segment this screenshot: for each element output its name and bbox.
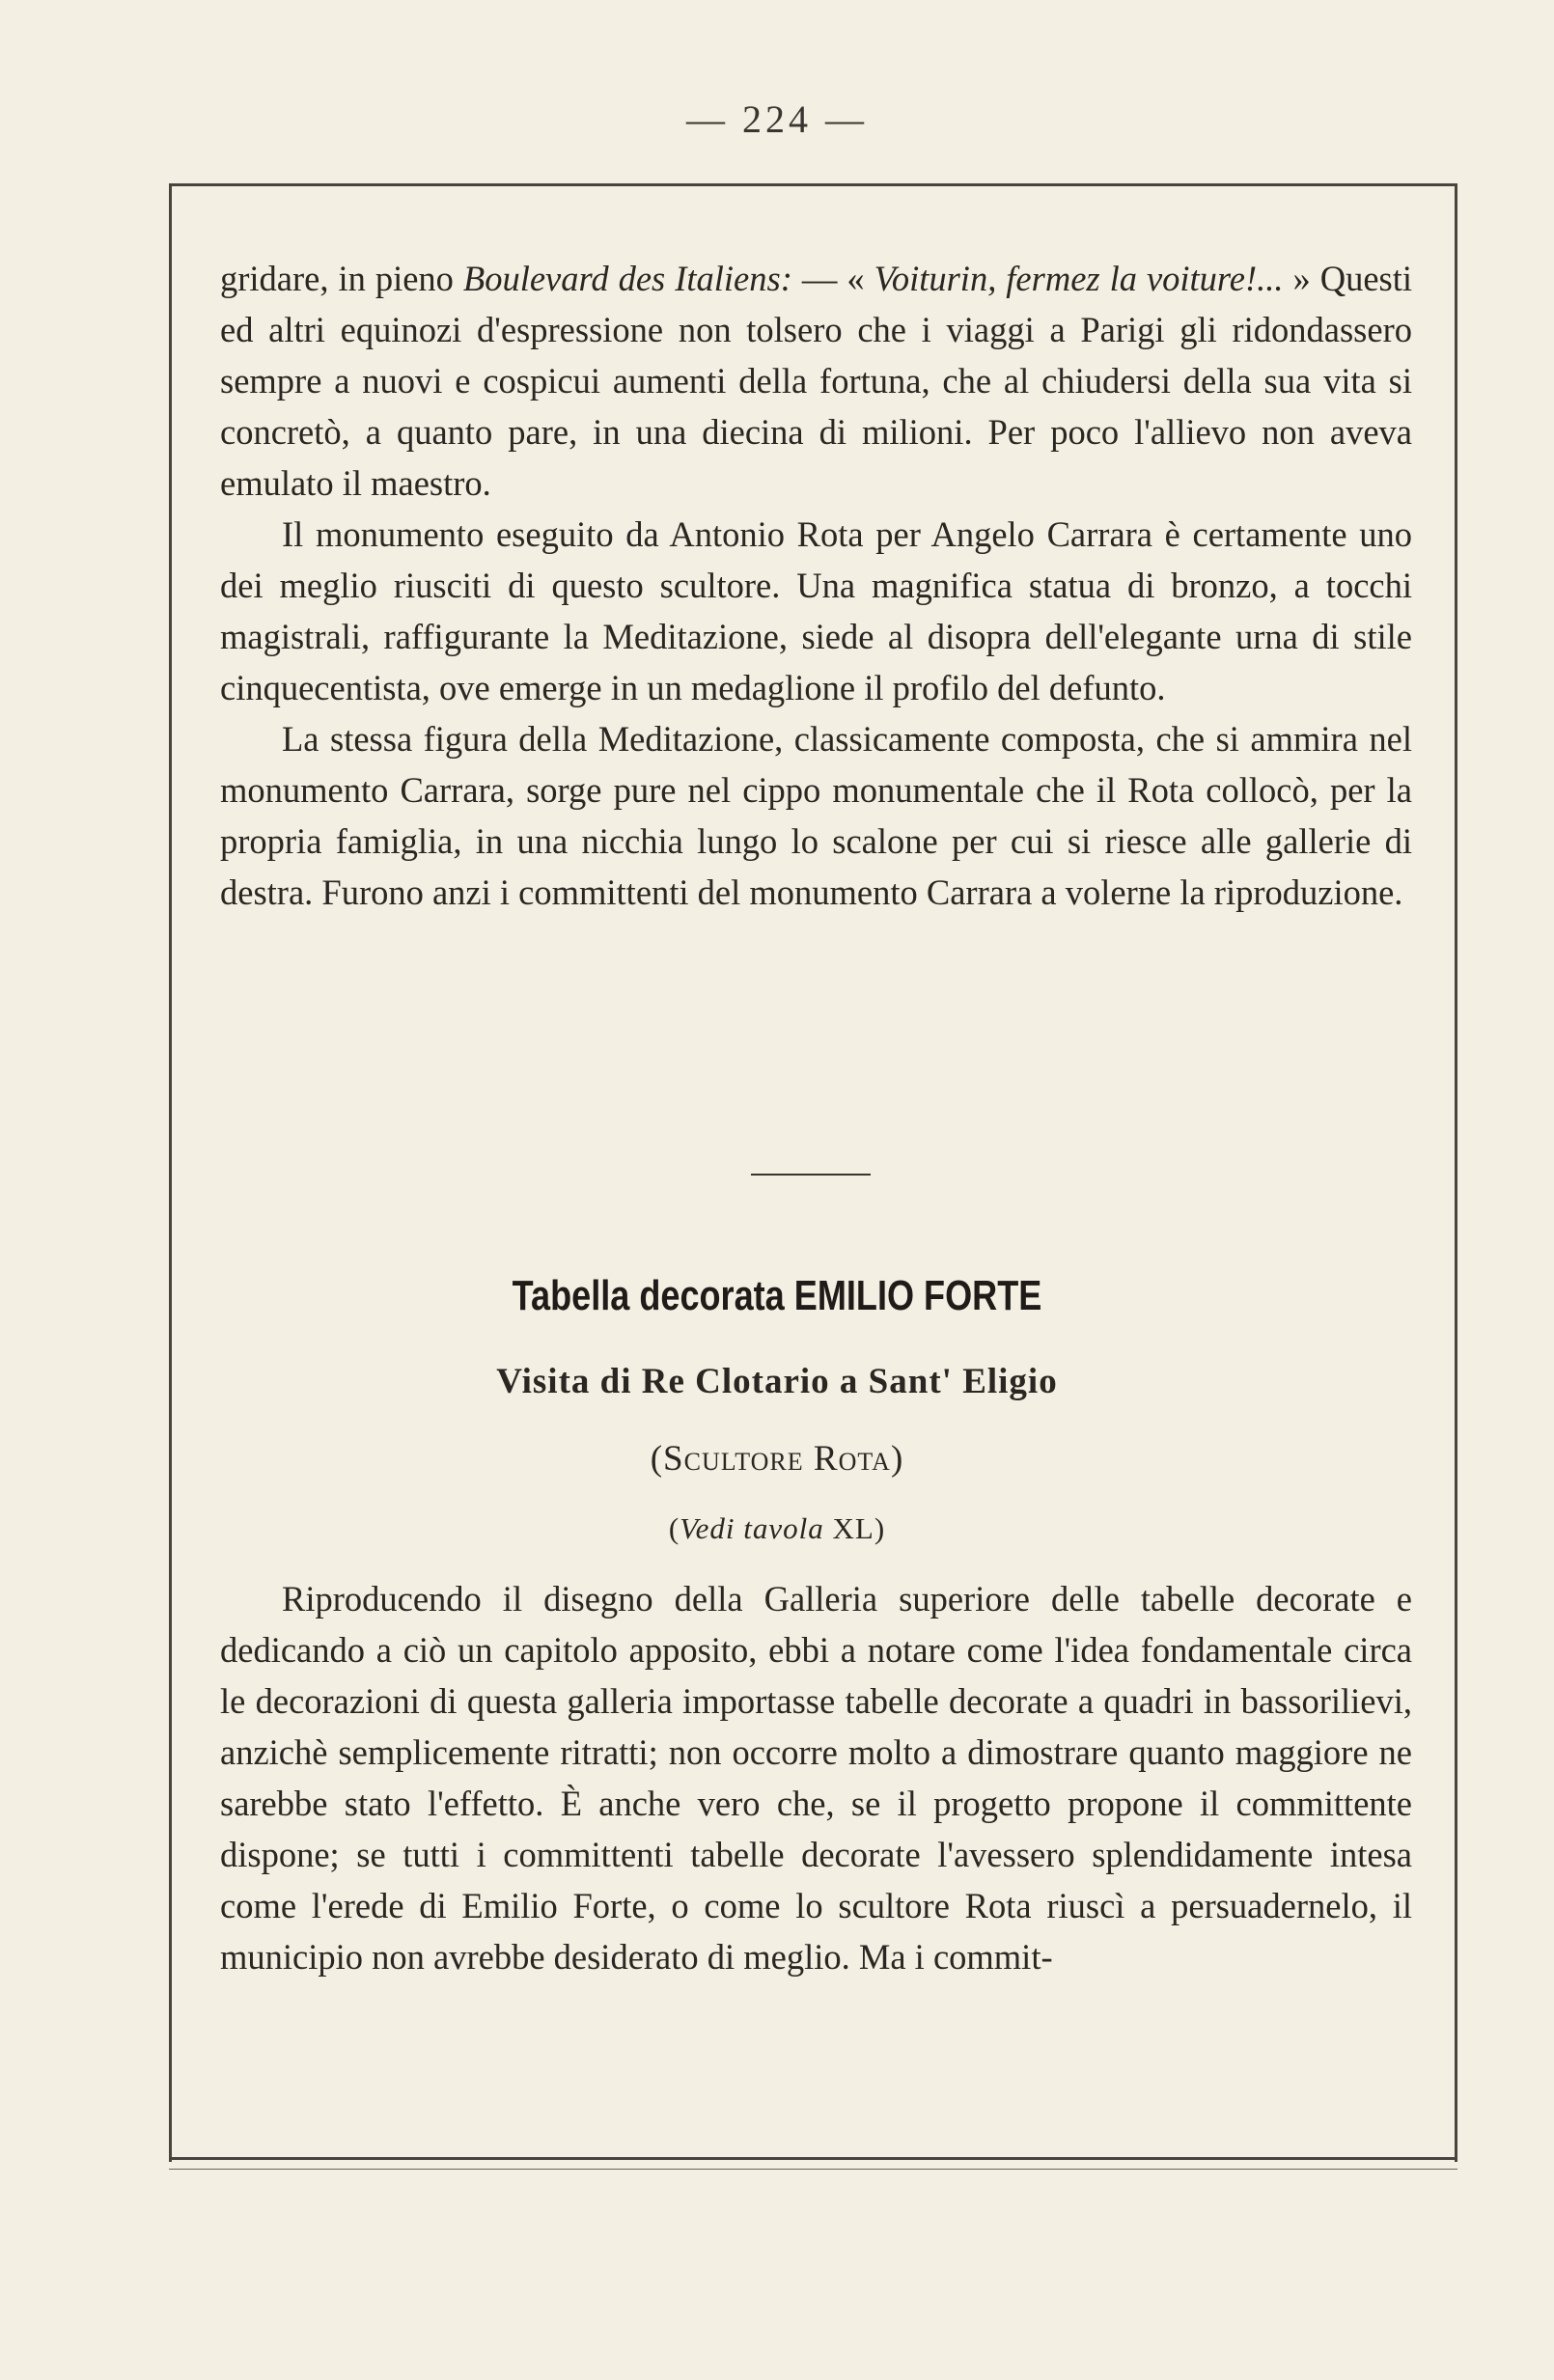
paragraph [220,253,1412,509]
bottom-rule-thin [169,2169,1457,2170]
bottom-rule [169,2157,1457,2160]
text-run: Riproducendo il disegno della Galleria superiore delle tabelle decorate e dedicando a ciò un capitolo apposito, ebbi a notare come l'idea fondamentale circa le decorazioni di questa galleria importasse tabelle decorate a quadri in bassorilievi, anzichè semplicemente ritratti; non occorre molto a dimostrare quanto maggiore ne sarebbe stato l'effetto. È anche vero che, se il progetto propone il committente dispone; se tutti i committenti tabelle decorate l'avessero splendidamente intesa come l'erede di Emilio Forte, o come lo scultore Rota riuscì a persuadernelo, il municipio non avrebbe desiderato di meglio. Ma i commit- [220,1579,1412,1977]
sculptor-credit: (Scultore Rota) [650,1439,904,1479]
text-run: gridare, in pieno [220,259,463,298]
section-heading: Tabella decorata EMILIO FORTE [512,1272,1042,1319]
plate-reference-number: XL) [823,1511,886,1545]
page-number: — 224 — [686,97,868,141]
italic-text: Voiturin, fermez la voiture!... [874,259,1284,298]
section-subheading: Visita di Re Clotario a Sant' Eligio [496,1362,1058,1401]
paragraph [220,713,1412,918]
paragraph [220,1573,1412,1982]
plate-reference-open: ( [668,1511,680,1545]
paragraph [220,509,1412,713]
section-divider [751,1174,871,1176]
plate-reference-italic: Vedi tavola [680,1511,824,1545]
body-text-top [220,253,1412,918]
body-text-bottom [220,1573,1412,1982]
text-run: » Questi ed altri equinozi d'espressione non tolsero che i viaggi a Parigi gli ridondassero sempre a nuovi e cospicui aumenti della fortuna, che al chiudersi della sua vita si concretò, a quanto pare, in una diecina di milioni. Per poco l'allievo non aveva emulato il maestro. [220,259,1413,503]
plate-reference [0,1511,1554,1546]
italic-text: Boulevard des Italiens: [462,259,792,298]
text-run: — « [791,259,874,298]
text-run: La stessa figura della Meditazione, classicamente composta, che si ammira nel monumento Carrara, sorge pure nel cippo monumentale che il Rota collocò, per la propria famiglia, in una nicchia lungo lo scalone per cui si riesce alle gallerie di destra. Furono anzi i committenti del monumento Carrara a volerne la riproduzione. [220,719,1412,912]
text-run: Il monumento eseguito da Antonio Rota per Angelo Carrara è certamente uno dei meglio riusciti di questo scultore. Una magnifica statua di bronzo, a tocchi magistrali, raffigurante la Meditazione, siede al disopra dell'elegante urna di stile cinquecentista, ove emerge in un medaglione il profilo del defunto. [220,514,1412,707]
